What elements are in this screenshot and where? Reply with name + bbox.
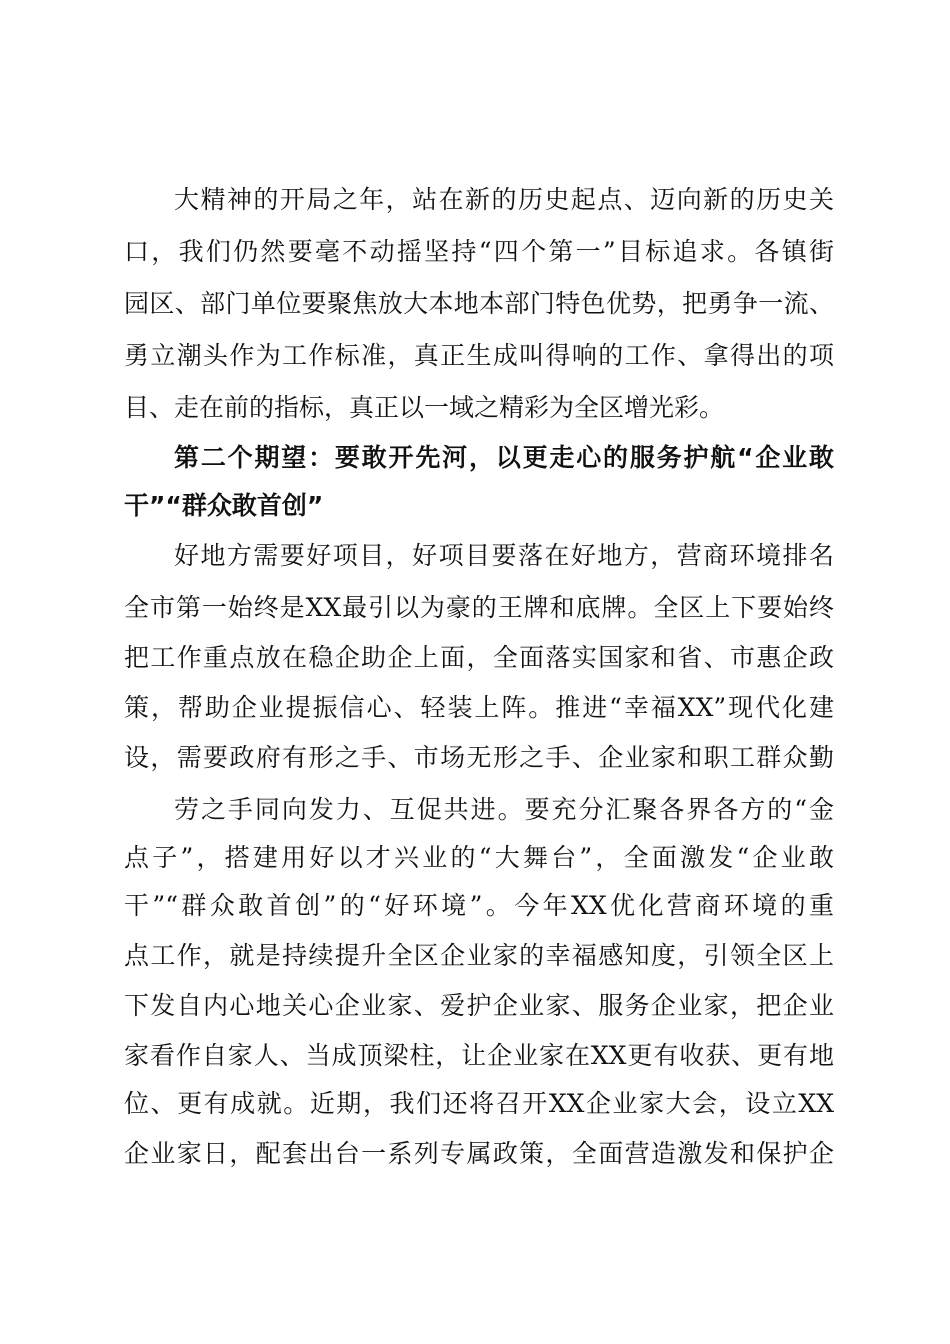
paragraph-3-line-5: 下发自内心地关心企业家、爱护企业家、服务企业家，把企业 xyxy=(124,991,834,1020)
paragraph-2-line-4: 策，帮助企业提振信心、轻装上阵。推进“幸福XX”现代化建 xyxy=(124,693,834,722)
paragraph-1-line-4: 勇立潮头作为工作标准，真正生成叫得响的工作、拿得出的项 xyxy=(124,341,834,370)
paragraph-1-line-5: 目、走在前的指标，真正以一域之精彩为全区增光彩。 xyxy=(124,393,725,422)
paragraph-2-line-5: 设，需要政府有形之手、市场无形之手、企业家和职工群众勤 xyxy=(124,743,834,772)
paragraph-3-line-2: 点子”，搭建用好以才兴业的“大舞台”，全面激发“企业敢 xyxy=(124,843,834,872)
paragraph-3-line-1: 劳之手同向发力、互促共进。要充分汇聚各界各方的“金 xyxy=(174,795,834,824)
paragraph-1-line-2: 口，我们仍然要毫不动摇坚持“四个第一”目标追求。各镇街 xyxy=(124,237,834,266)
paragraph-1-line-3: 园区、部门单位要聚焦放大本地本部门特色优势，把勇争一流、 xyxy=(124,289,834,318)
paragraph-3-line-4: 点工作，就是持续提升全区企业家的幸福感知度，引领全区上 xyxy=(124,941,834,970)
paragraph-1-line-1: 大精神的开局之年，站在新的历史起点、迈向新的历史关 xyxy=(174,185,834,214)
paragraph-2-line-2: 全市第一始终是XX最引以为豪的王牌和底牌。全区上下要始终 xyxy=(124,593,834,622)
paragraph-2-line-3: 把工作重点放在稳企助企上面，全面落实国家和省、市惠企政 xyxy=(124,643,834,672)
paragraph-2-line-1: 好地方需要好项目，好项目要落在好地方，营商环境排名 xyxy=(174,541,834,570)
paragraph-3-line-3: 干”“群众敢首创”的“好环境”。今年XX优化营商环境的重 xyxy=(124,891,834,920)
section-heading-line-2: 干”“群众敢首创” xyxy=(124,491,324,520)
paragraph-3-line-6: 家看作自家人、当成顶梁柱，让企业家在XX更有收获、更有地 xyxy=(124,1041,834,1070)
paragraph-3-line-8: 企业家日，配套出台一系列专属政策，全面营造激发和保护企 xyxy=(124,1139,834,1168)
section-heading-line-1: 第二个期望：要敢开先河，以更走心的服务护航“企业敢 xyxy=(174,443,834,472)
paragraph-3-line-7: 位、更有成就。近期，我们还将召开XX企业家大会，设立XX xyxy=(124,1089,834,1118)
